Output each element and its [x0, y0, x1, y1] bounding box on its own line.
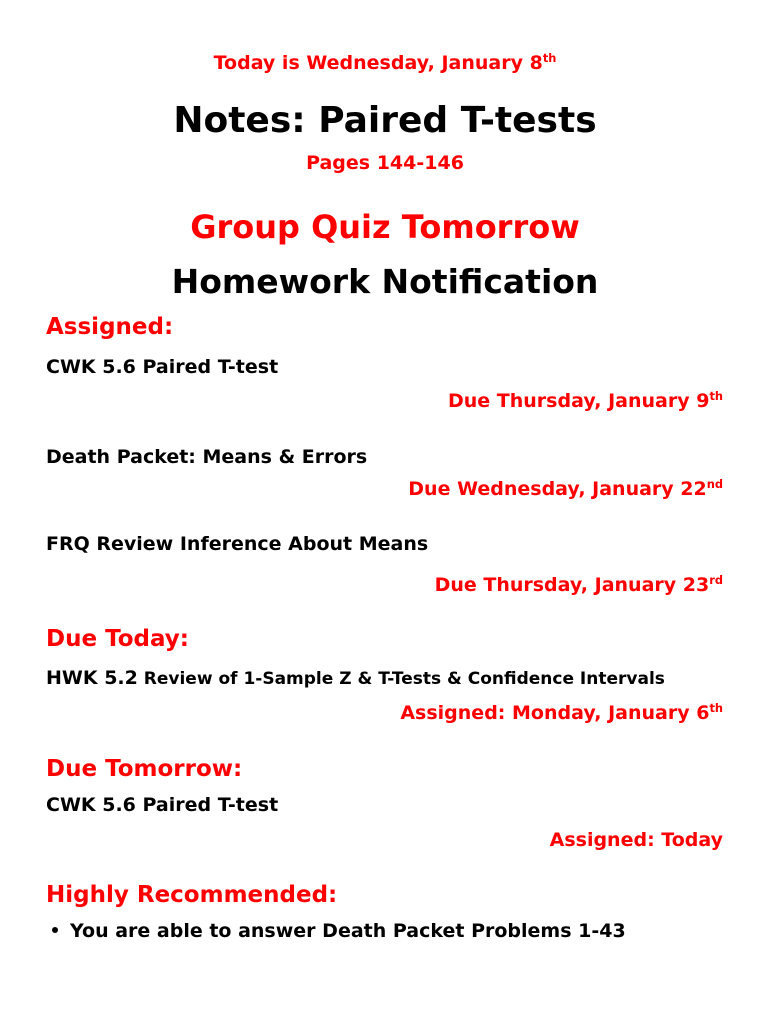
quiz-announcement: Group Quiz Tomorrow: [190, 208, 580, 246]
recommended-heading: Highly Recommended:: [46, 882, 338, 908]
due-tomorrow-heading: Due Tomorrow:: [46, 756, 243, 782]
assigned-item-2-due: Due Wednesday, January 22nd: [408, 477, 723, 500]
assigned-item-1-due: Due Thursday, January 9th: [448, 389, 723, 412]
homework-heading: Homework Notification: [171, 262, 599, 301]
due-tomorrow-assigned: Assigned: Today: [549, 829, 723, 851]
assigned-item-1: CWK 5.6 Paired T-test: [46, 356, 279, 378]
bullet-icon: [52, 927, 58, 933]
recommended-bullet: You are able to answer Death Packet Problems 1-43: [52, 920, 626, 942]
assigned-item-2: Death Packet: Means & Errors: [46, 446, 368, 468]
page-title: Notes: Paired T-tests: [173, 100, 597, 141]
due-today-heading: Due Today:: [46, 626, 189, 652]
date-line: Today is Wednesday, January 8th: [213, 51, 557, 74]
due-today-assigned: Assigned: Monday, January 6th: [400, 701, 723, 724]
due-today-item: HWK 5.2 Review of 1-Sample Z & T-Tests & Confidence Intervals: [46, 667, 665, 689]
assigned-heading: Assigned:: [46, 314, 174, 340]
pages-reference: Pages 144-146: [306, 152, 464, 174]
assigned-item-3-due: Due Thursday, January 23rd: [434, 573, 723, 596]
assigned-item-3: FRQ Review Inference About Means: [46, 533, 429, 555]
due-tomorrow-item: CWK 5.6 Paired T-test: [46, 794, 279, 816]
